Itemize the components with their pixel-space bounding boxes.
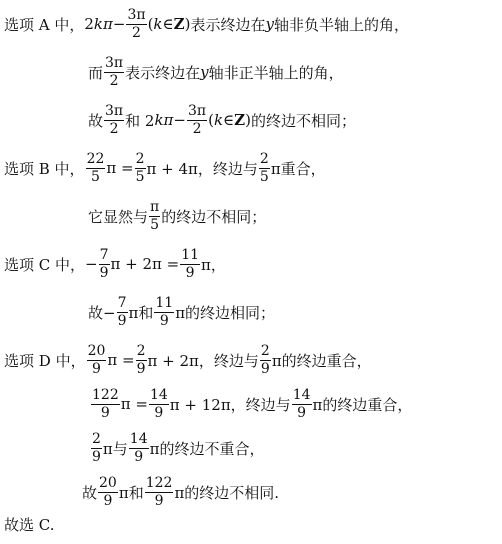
fraction-numerator: 3π <box>105 54 124 71</box>
text-segment: ) <box>245 111 251 129</box>
text-segment: π重合， <box>270 159 326 178</box>
text-segment: 表示终边在 <box>190 15 266 34</box>
fraction <box>104 104 124 136</box>
fraction <box>145 476 174 508</box>
text-segment: ) <box>184 15 191 33</box>
fraction-numerator: 20 <box>99 474 117 491</box>
fraction <box>91 432 102 464</box>
fraction-denominator: 9 <box>92 360 101 377</box>
fraction-numerator: 3π <box>127 6 146 23</box>
fraction <box>180 248 200 280</box>
fraction <box>87 344 107 376</box>
text-segment: kπ <box>154 111 174 129</box>
text-segment: π = <box>107 351 135 369</box>
fraction <box>129 432 149 464</box>
fraction-numerator: 122 <box>145 474 173 491</box>
text-segment: π + 2π，终边与 <box>147 351 259 370</box>
fraction-denominator: 2 <box>132 24 141 41</box>
fraction-numerator: 122 <box>92 386 119 403</box>
text-segment: ( <box>147 15 154 33</box>
text-segment: 表示终边在 <box>125 63 201 82</box>
text-segment: π， <box>201 255 226 274</box>
solution-line-a2 <box>88 52 344 92</box>
fraction-numerator: 7 <box>99 246 109 263</box>
text-segment: Z <box>234 111 246 129</box>
fraction-numerator: 14 <box>129 430 148 447</box>
fraction-denominator: 9 <box>159 312 169 329</box>
fraction <box>259 152 270 184</box>
text-segment: 选项 B 中， <box>4 159 85 178</box>
text-segment: − <box>85 255 98 273</box>
fraction-denominator: 9 <box>136 360 146 377</box>
fraction-numerator: π <box>150 198 160 215</box>
fraction <box>149 200 160 232</box>
text-segment: π + 12π，终边与 <box>169 395 291 414</box>
fraction-denominator: 9 <box>117 312 127 329</box>
fraction-denominator: 9 <box>154 404 164 421</box>
fraction-denominator: 9 <box>260 360 270 377</box>
text-segment: ( <box>208 111 214 129</box>
fraction-numerator: 3π <box>105 102 124 119</box>
text-segment: 选项 A 中， <box>4 15 85 34</box>
fraction-denominator: 2 <box>109 120 119 137</box>
fraction-denominator: 5 <box>150 216 160 233</box>
solution-line-d4 <box>82 472 279 512</box>
fraction-numerator: 20 <box>87 342 106 359</box>
fraction <box>117 296 128 328</box>
text-segment: k <box>213 111 224 129</box>
text-segment: Z <box>173 15 185 33</box>
text-segment: 故选 C. <box>4 515 55 534</box>
fraction <box>154 296 174 328</box>
fraction-numerator: 14 <box>292 386 311 403</box>
fraction-numerator: 7 <box>117 294 127 311</box>
text-segment: π = <box>120 395 148 413</box>
fraction-numerator: 22 <box>86 150 105 167</box>
text-segment: 选项 C 中， <box>4 255 86 274</box>
text-segment: π和 <box>118 483 144 502</box>
text-segment: 选项 D 中， <box>4 351 86 370</box>
text-segment: k <box>153 15 163 33</box>
fraction <box>135 152 146 184</box>
text-segment: π = <box>106 159 134 177</box>
fraction-denominator: 9 <box>92 448 101 465</box>
fraction-denominator: 9 <box>100 404 110 421</box>
fraction-denominator: 9 <box>154 492 164 509</box>
text-segment: y <box>200 63 209 81</box>
fraction-denominator: 9 <box>185 264 195 281</box>
text-segment: π + 2π = <box>110 255 180 273</box>
fraction-numerator: 2 <box>136 342 146 359</box>
fraction <box>292 388 312 420</box>
fraction <box>86 152 106 184</box>
text-segment: 和 2 <box>125 111 155 130</box>
solution-line-c2 <box>88 292 275 332</box>
solution-line-d2 <box>90 384 412 424</box>
fraction-numerator: 2 <box>260 342 270 359</box>
solution-line-b1 <box>4 148 326 188</box>
fraction <box>98 476 118 508</box>
text-segment: 轴非负半轴上的角， <box>273 15 409 34</box>
text-segment: 它显然与 <box>88 207 149 226</box>
text-segment: π和 <box>128 303 154 322</box>
solution-line-d3 <box>90 428 264 468</box>
fraction <box>99 248 110 280</box>
fraction-denominator: 5 <box>91 168 100 185</box>
text-segment: 的终边不相同； <box>250 111 356 130</box>
solution-line-a1 <box>4 4 409 44</box>
text-segment: π与 <box>102 439 128 458</box>
text-segment: 的终边不相同； <box>161 207 267 226</box>
fraction <box>126 8 146 40</box>
text-segment: 故 <box>82 483 98 502</box>
fraction-denominator: 2 <box>109 72 119 89</box>
text-segment: − <box>173 111 186 129</box>
text-segment: 轴非正半轴上的角， <box>208 63 344 82</box>
fraction-denominator: 9 <box>99 264 109 281</box>
text-segment: π的终边不重合， <box>149 439 265 458</box>
text-segment: − <box>112 15 126 33</box>
text-segment: 故− <box>88 303 116 322</box>
text-segment: 而 <box>88 63 104 82</box>
fraction-denominator: 5 <box>135 168 145 185</box>
fraction-denominator: 5 <box>259 168 269 185</box>
fraction <box>91 388 120 420</box>
solution-line-b2 <box>88 196 266 236</box>
text-segment: 2 <box>84 15 94 33</box>
fraction-numerator: 3π <box>187 102 207 119</box>
fraction <box>149 388 169 420</box>
text-segment: π + 4π，终边与 <box>146 159 258 178</box>
text-segment: y <box>265 15 274 33</box>
solution-line-a3 <box>88 100 356 140</box>
fraction-numerator: 11 <box>155 294 174 311</box>
fraction-numerator: 2 <box>92 430 101 447</box>
fraction <box>187 104 207 136</box>
text-segment: π的终边重合， <box>312 395 413 414</box>
text-segment: π的终边相同； <box>175 303 276 322</box>
fraction-numerator: 2 <box>135 150 145 167</box>
text-segment: kπ <box>93 15 113 33</box>
text-segment: π的终边重合， <box>271 351 372 370</box>
fraction-denominator: 9 <box>103 492 113 509</box>
fraction-denominator: 2 <box>192 120 202 137</box>
text-segment: 故 <box>88 111 104 130</box>
fraction-numerator: 14 <box>149 386 168 403</box>
text-segment: ∈ <box>223 111 235 129</box>
fraction <box>104 56 124 88</box>
fraction <box>260 344 271 376</box>
text-segment: ∈ <box>162 15 174 33</box>
fraction <box>136 344 147 376</box>
solution-line-d1 <box>4 340 372 380</box>
fraction-denominator: 9 <box>134 448 144 465</box>
fraction-numerator: 11 <box>181 246 200 263</box>
fraction-numerator: 2 <box>259 150 269 167</box>
solution-line-c1 <box>4 244 226 284</box>
text-segment: π的终边不相同. <box>174 483 280 502</box>
solution-line-end <box>4 504 54 544</box>
fraction-denominator: 9 <box>297 404 307 421</box>
